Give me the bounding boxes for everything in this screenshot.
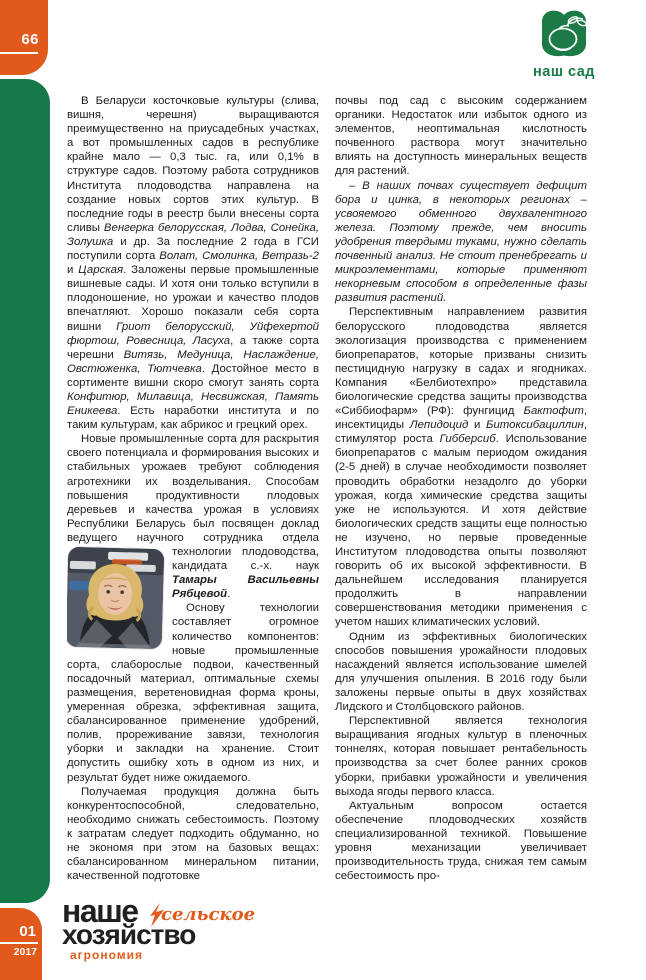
- page-number-badge: [0, 0, 48, 75]
- body-paragraph: [67, 94, 319, 432]
- magazine-logo: [62, 893, 332, 962]
- body-text: , стимулятор роста: [335, 419, 587, 446]
- emphasized-text: Битоксибациллин: [486, 419, 584, 432]
- issue-number: 01: [19, 923, 36, 940]
- emphasized-text: Венгерка белорусская, Лодва, Сонейка, Золушка: [67, 221, 319, 248]
- apple-icon: [537, 8, 591, 57]
- body-text: Основу технологии составляет огромное количество компонентов: новые промышленные сорта, слаборослые подвои, качественный посадочный материал, оптимальные схемы размещения, веретеновидная форма кроны, умеренная обрезка, эффективная защита, сбалансированное применение удобрений, полив, прореживание завязи, технология уборки и закладки на хранение. Стоит допустить ошибку хоть в одном из них, и результат будет ниже ожидаемого.: [67, 602, 319, 784]
- emphasized-text: Конфитюр, Милавица, Несвижская, Память Еникеева: [67, 390, 319, 418]
- body-paragraph: [335, 305, 587, 629]
- body-text: почвы под сад с высоким содержанием органики. Недостаток или избыток одного из элементов, неоптимальная кислотность почвенного раствора могут значительно влиять на доступность минеральных веществ для растений.: [335, 95, 587, 178]
- emphasized-text: Гибберсиб: [439, 433, 496, 446]
- magazine-logo-word1: наше: [62, 893, 138, 929]
- page-number: 66: [21, 31, 39, 48]
- issue-year: 2017: [13, 946, 37, 958]
- quote-paragraph: [335, 179, 587, 306]
- article-column-left: [67, 94, 319, 896]
- body-text: Перспективной является технология выращивания ягодных культур в пленочных тоннелях, которая повышает рентабельность производства за счет более ранних сроков уборки, прибавки урожайности и увеличения выхода ягоды первого класса.: [335, 715, 587, 798]
- body-text: и: [67, 264, 79, 277]
- body-text: . Есть наработки института и по таким культурам, как абрикос и грецкий орех.: [67, 405, 319, 432]
- body-text: . Заложены первые промышленные вишневые сады. И хотя они только вступили в плодоношение, но урожаи и качество плодов впечатляют. Хорошо показали себя сорта вишни: [67, 264, 319, 333]
- section-logo-label: наш сад: [533, 64, 595, 80]
- body-text: Перспективным направлением развития белорусского плодоводства является экологизация производства с применением биопрепаратов, которые призваны снизить пестицидную нагрузку в садах и ягодниках. Компания «Белбиотехпро» представила биологические средства защиты производства «Сиббиофарм» (РФ): фунгицид: [335, 306, 587, 418]
- body-paragraph: [335, 799, 587, 884]
- magazine-logo-word2: хозяйство: [62, 919, 196, 950]
- emphasized-text: Гриот белорусский, Уйфехертой фюртош, Ровесница, Ласуха: [67, 320, 320, 347]
- magazine-logo-script: сельское: [161, 904, 256, 925]
- body-paragraph: [335, 94, 587, 179]
- sidebar-accent-bar: [0, 79, 50, 903]
- body-text: . Использование биопрепаратов с малым периодом ожидания (2-5 дней) в случае необходимости позволяет проводить обработки незадолго до уборки урожая, когда химические средства защиты уже не используются. И хотя действие биологических средств защиты еще полностью не изучено, но первые проведенные Институтом плодоводства опыты позволяют говорить об их высокой эффективности. В дальнейшем исследования планируется продолжить в направлении совершенствования методики применения с учетом наших климатических условий.: [335, 433, 587, 629]
- emphasized-text: Волат, Смолинка, Ветразь-2: [159, 250, 319, 263]
- body-paragraph: [67, 785, 319, 884]
- body-text: В Беларуси косточковые культуры (слива, вишня, черешня) выращиваются преимущественно на приусадебных участках, а вот промышленных садов в республике крайне мало — 0,3 тыс. га, или 0,1% в структуре садов. Поэтому работа сотрудников Института плодоводства направлена на создание новых сортов этих культур. В последние годы в реестр были внесены сорта сливы: [67, 95, 319, 234]
- emphasized-text: Царская: [78, 264, 124, 277]
- body-text: кандидата с.-х. наук: [172, 560, 319, 573]
- emphasized-text: Лепидоцид: [409, 419, 469, 432]
- body-text: Новые промышленные сорта для раскрытия своего потенциала и формирования высоких и стабильных урожаев требуют соблюдения агротехники их возделывания. Способам повышения продуктивности плодовых деревьев и качества урожая в условиях Республики Беларусь был посвящен доклад ведущего научного сотрудника отдела технологии плодоводства,: [67, 433, 319, 558]
- emphasized-text: Витязь, Медуница, Наслаждение, Овстюженка, Тютчевка: [67, 348, 319, 375]
- body-text: .: [227, 588, 231, 601]
- article-body: [67, 94, 587, 896]
- emphasized-text: Тамары Васильевны Рябцевой: [172, 574, 319, 601]
- body-text: . Достойное место в сортименте вишни скоро смогут занять сорта: [67, 362, 319, 389]
- body-text: Получаемая продукция должна быть конкурентоспособной, следовательно, необходимо снижать себестоимость. Поэтому к затратам следует подходить обдуманно, но не экономя при этом на базовых вещах: сбалансированном минеральном питании, качественной подготовке: [67, 785, 319, 883]
- section-logo: [526, 8, 602, 80]
- body-text: , а также сорта черешни: [67, 334, 320, 361]
- body-paragraph: [335, 630, 587, 715]
- body-paragraph: [67, 432, 319, 601]
- article-column-right: [335, 94, 587, 896]
- portrait-photo: [67, 547, 164, 649]
- body-text: и др. За последние 2 года в ГСИ поступили сорта: [67, 235, 319, 263]
- issue-badge: [0, 908, 42, 980]
- body-text: – В наших почвах существует дефицит бора и цинка, в некоторых регионах – усвояемого обменного двухвалентного железа. Поэтому прежде, чем вносить удобрения твердыми туками, нужно сделать почвенный анализ. Не стоит пренебрегать и микроэлементами, которые применяют некорневым способом в определенные фазы развития растений.: [335, 179, 587, 305]
- magazine-logo-subtitle: агрономия: [70, 948, 144, 962]
- body-text: и: [468, 419, 487, 432]
- page-number-rule: [0, 52, 38, 54]
- body-text: , инсектициды: [335, 405, 587, 432]
- body-text: Актуальным вопросом остается обеспечение плодоводческих хозяйств специализированной техникой. Повышение уровня механизации увеличивает производительность труда, снижая тем самым себестоимость про-: [335, 799, 587, 883]
- body-paragraph: [335, 714, 587, 799]
- body-text: Одним из эффективных биологических способов повышения урожайности плодовых насаждений является использование шмелей для улучшения опыления. В 2016 году были заложены первые опыты в двух хозяйствах Лидского и Столбцовского районов.: [335, 630, 587, 714]
- emphasized-text: Бактофит: [523, 405, 584, 418]
